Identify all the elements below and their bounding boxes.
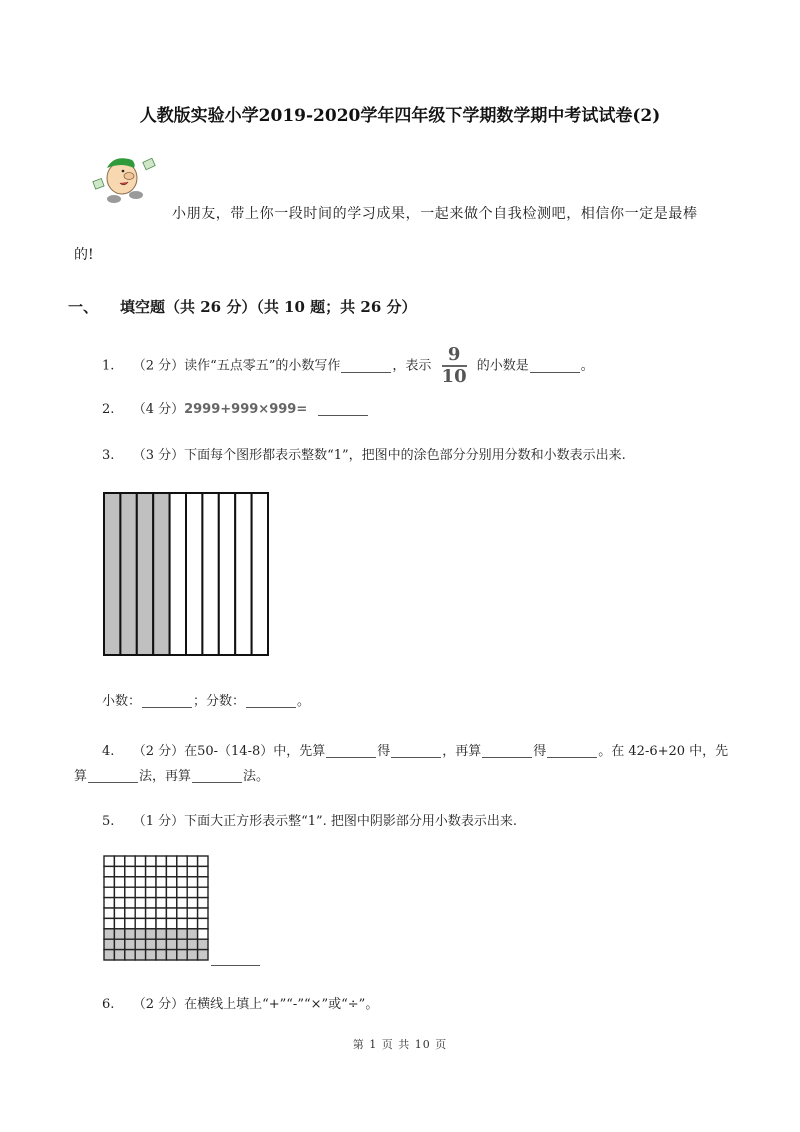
grid-cell: [135, 887, 145, 897]
grid-cell: [146, 877, 156, 887]
question-text: 。在 42-6+20 中，先: [598, 744, 729, 759]
grid-cell: [177, 887, 187, 897]
shaded-cell: [187, 939, 197, 949]
shaded-cell: [104, 929, 114, 939]
grid-cell: [135, 856, 145, 866]
grid-cell: [198, 929, 208, 939]
grid-cell: [177, 877, 187, 887]
shaded-cell: [156, 939, 166, 949]
grid-cell: [146, 887, 156, 897]
answer-blank[interactable]: [391, 743, 441, 758]
grid-cell: [146, 898, 156, 908]
shaded-cell: [187, 929, 197, 939]
unshaded-strip: [186, 493, 202, 655]
shaded-cell: [114, 939, 124, 949]
grid-cell: [125, 877, 135, 887]
grid-cell: [146, 918, 156, 928]
grid-cell: [135, 866, 145, 876]
question-score: （2 分）: [132, 358, 185, 374]
question-number: 6.: [102, 997, 115, 1012]
grid-cell: [135, 908, 145, 918]
grid-cell: [125, 856, 135, 866]
shaded-cell: [146, 950, 156, 960]
question-2: [102, 398, 369, 417]
shaded-cell: [187, 950, 197, 960]
separator: ；: [193, 694, 207, 709]
question-text: ，表示: [392, 358, 432, 374]
question-3: [102, 444, 626, 463]
shaded-cell: [156, 929, 166, 939]
grid-cell: [187, 877, 197, 887]
grid-cell: [187, 887, 197, 897]
question-text: 法。: [243, 769, 270, 784]
grid-cell: [198, 898, 208, 908]
question-score: （1 分）: [132, 814, 185, 829]
question-4-continued: [74, 765, 269, 784]
grid-cell: [187, 856, 197, 866]
grid-cell: [104, 887, 114, 897]
grid-cell: [198, 866, 208, 876]
shaded-cell: [114, 929, 124, 939]
grid-cell: [177, 908, 187, 918]
answer-blank[interactable]: [482, 743, 532, 758]
shaded-strip: [153, 493, 169, 655]
grid-cell: [177, 918, 187, 928]
shaded-cell: [146, 939, 156, 949]
shaded-cell: [114, 950, 124, 960]
section-heading: [68, 296, 416, 317]
shaded-cell: [166, 950, 176, 960]
question-score: （3 分）: [132, 448, 185, 463]
unshaded-strip: [252, 493, 268, 655]
shaded-strip: [104, 493, 120, 655]
grid-cell: [198, 908, 208, 918]
shaded-cell: [125, 929, 135, 939]
period: 。: [297, 694, 311, 709]
intro-text-continued: 的!: [74, 247, 94, 263]
grid-cell: [114, 918, 124, 928]
grid-cell: [156, 898, 166, 908]
grid-cell: [125, 918, 135, 928]
question-5: [102, 810, 517, 829]
grid-cell: [177, 856, 187, 866]
strip-figure: [102, 491, 270, 657]
grid-cell: [125, 908, 135, 918]
grid-cell: [166, 866, 176, 876]
grid-cell: [166, 918, 176, 928]
page-footer: 第 1 页 共 10 页: [352, 1038, 448, 1051]
grid-cell: [114, 856, 124, 866]
grid-cell: [125, 898, 135, 908]
fraction-label: 分数：: [206, 694, 246, 709]
grid-cell: [104, 866, 114, 876]
question-score: （4 分）: [132, 402, 185, 417]
fraction-denominator: 10: [441, 366, 467, 387]
grid-cell: [177, 866, 187, 876]
shaded-cell: [135, 950, 145, 960]
grid-cell: [114, 908, 124, 918]
shaded-cell: [146, 929, 156, 939]
question-text: 读作“五点零五”的小数写作: [184, 358, 341, 374]
decimal-answer-blank[interactable]: [142, 693, 192, 708]
grid-figure: [103, 855, 209, 961]
fraction-numerator: 9: [447, 344, 461, 365]
grid-cell: [166, 856, 176, 866]
grid-cell: [156, 887, 166, 897]
grid-cell: [187, 898, 197, 908]
grid-cell: [156, 908, 166, 918]
shaded-cell: [166, 929, 176, 939]
fraction-answer-blank[interactable]: [246, 693, 296, 708]
grid-cell: [177, 898, 187, 908]
question-text: 法，再算: [139, 769, 192, 784]
question-number: 1.: [102, 358, 115, 374]
question-3-answers: [102, 690, 310, 709]
grid-cell: [114, 887, 124, 897]
unshaded-strip: [235, 493, 251, 655]
question-score: （2 分）: [132, 997, 185, 1012]
grid-cell: [135, 898, 145, 908]
question-text: 下面大正方形表示整“1”. 把图中阴影部分用小数表示出来.: [184, 814, 518, 829]
grid-cell: [135, 877, 145, 887]
shaded-strip: [120, 493, 136, 655]
answer-blank[interactable]: [192, 768, 242, 783]
answer-blank[interactable]: [341, 358, 391, 373]
grid-cell: [198, 877, 208, 887]
unshaded-strip: [219, 493, 235, 655]
shaded-cell: [125, 950, 135, 960]
shaded-cell: [177, 929, 187, 939]
question-1: [102, 346, 594, 386]
shaded-cell: [104, 950, 114, 960]
question-number: 4.: [102, 744, 115, 759]
answer-blank[interactable]: [326, 743, 376, 758]
question-text: 在50-（14-8）中，先算: [184, 744, 326, 759]
question-text: 在横线上填上“+”“-”“×”或“÷”。: [184, 997, 379, 1012]
math-expression: 2999+999×999=: [184, 402, 308, 417]
question-number: 2.: [102, 402, 115, 417]
shaded-cell: [104, 939, 114, 949]
answer-blank[interactable]: [318, 401, 368, 416]
grid-cell: [125, 866, 135, 876]
question-text: 得: [533, 744, 547, 759]
question-text: 。: [580, 358, 594, 374]
grid-cell: [104, 918, 114, 928]
shaded-cell: [177, 939, 187, 949]
grid-cell: [156, 866, 166, 876]
grid-cell: [104, 856, 114, 866]
fraction-nine-tenths: [442, 346, 467, 386]
grid-cell: [114, 898, 124, 908]
shaded-cell: [198, 939, 208, 949]
grid-cell: [166, 877, 176, 887]
shaded-cell: [166, 939, 176, 949]
grid-cell: [156, 856, 166, 866]
grid-cell: [156, 918, 166, 928]
grid-cell: [146, 908, 156, 918]
grid-cell: [114, 877, 124, 887]
shaded-cell: [177, 950, 187, 960]
question-text: 的小数是: [476, 358, 529, 374]
grid-cell: [146, 856, 156, 866]
unshaded-strip: [170, 493, 186, 655]
grid-cell: [135, 918, 145, 928]
question-text: 算: [74, 769, 88, 784]
grid-cell: [166, 898, 176, 908]
question-number: 5.: [102, 814, 115, 829]
shaded-cell: [125, 939, 135, 949]
question-number: 3.: [102, 448, 115, 463]
unshaded-strip: [202, 493, 218, 655]
grid-cell: [104, 908, 114, 918]
question-text: ，再算: [442, 744, 482, 759]
mascot-icon: [92, 150, 158, 206]
grid-cell: [166, 908, 176, 918]
grid-cell: [198, 856, 208, 866]
question-6: [102, 993, 378, 1012]
shaded-strip: [137, 493, 153, 655]
answer-blank[interactable]: [530, 358, 580, 373]
answer-blank[interactable]: [211, 965, 260, 966]
section-number: 一、: [68, 298, 99, 316]
shaded-cell: [135, 929, 145, 939]
answer-blank[interactable]: [88, 768, 138, 783]
grid-cell: [166, 887, 176, 897]
shaded-cell: [156, 950, 166, 960]
grid-cell: [156, 877, 166, 887]
grid-cell: [187, 908, 197, 918]
grid-cell: [104, 877, 114, 887]
question-text: 得: [377, 744, 391, 759]
grid-cell: [125, 887, 135, 897]
grid-cell: [146, 866, 156, 876]
question-text: 下面每个图形都表示整数“1”，把图中的涂色部分分别用分数和小数表示出来.: [184, 448, 626, 463]
grid-cell: [187, 866, 197, 876]
intro-text: 小朋友，带上你一段时间的学习成果，一起来做个自我检测吧，相信你一定是最棒: [172, 206, 698, 222]
question-score: （2 分）: [132, 744, 185, 759]
exam-title: 人教版实验小学2019-2020学年四年级下学期数学期中考试试卷(2): [139, 106, 661, 126]
decimal-label: 小数：: [102, 694, 142, 709]
grid-cell: [114, 866, 124, 876]
grid-cell: [187, 918, 197, 928]
grid-cell: [198, 887, 208, 897]
grid-cell: [104, 898, 114, 908]
grid-cell: [198, 918, 208, 928]
shaded-cell: [135, 939, 145, 949]
shaded-cell: [198, 950, 208, 960]
question-4: [102, 740, 728, 759]
answer-blank[interactable]: [547, 743, 597, 758]
section-label: 填空题（共 26 分）（共 10 题；共 26 分）: [120, 298, 417, 316]
